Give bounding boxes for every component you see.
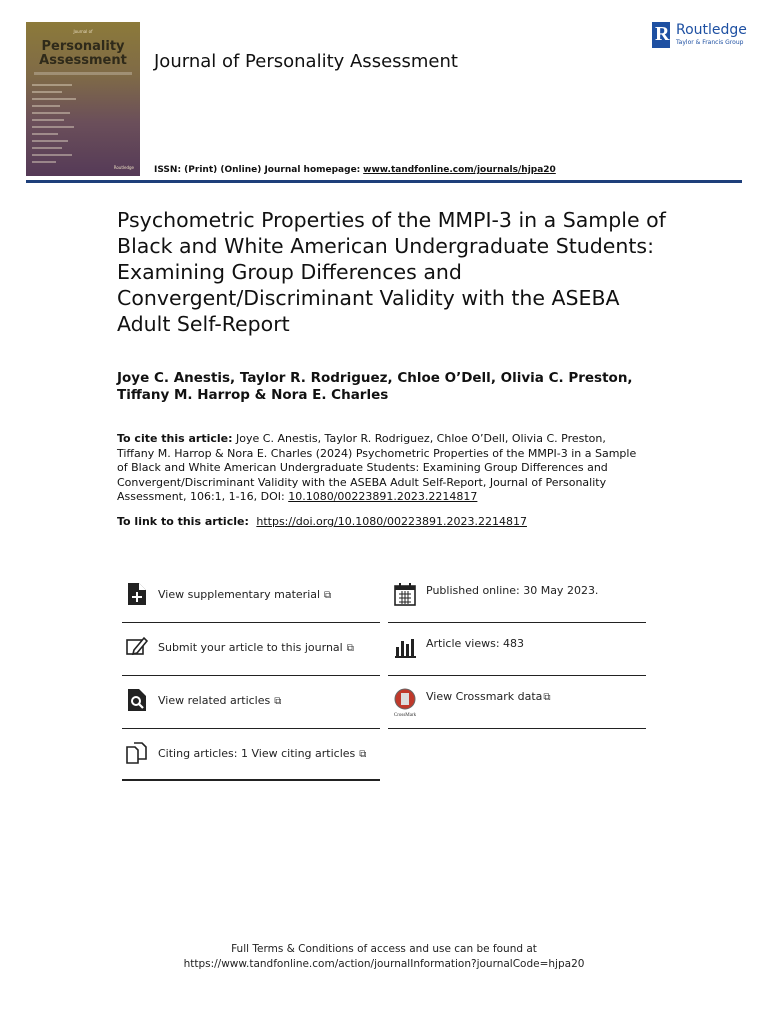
related-label: View related articles — [158, 694, 271, 707]
calendar-icon — [394, 582, 416, 606]
cover-publisher: Routledge — [113, 165, 134, 170]
divider — [122, 622, 380, 623]
external-link-icon: ⧉ — [346, 643, 354, 654]
footer-line1: Full Terms & Conditions of access and use can be found at — [231, 943, 537, 955]
header-divider — [26, 180, 742, 183]
citing-documents-icon — [126, 741, 148, 765]
cite-text: Joye C. Anestis, Taylor R. Rodriguez, Chloe O’Dell, Olivia C. Preston, Tiffany M. Harrop & Nora E. Charles (2024) Psychometric Properties of the MMPI-3 in a Sample of Black and White American Undergraduate Students: Examining Group Differences and Convergent/Discriminant Validity with the ASEBA Adult Self-Report, Journal of Personality Assessment, 106:1, 1-16, DOI: — [117, 432, 637, 503]
edit-pencil-icon — [126, 635, 148, 659]
article-title: Psychometric Properties of the MMPI-3 in a Sample of Black and White American Undergraduate Students: Examining Group Differences and Convergent/Discriminant Validity with the ASEBA Adult Self-Report — [117, 208, 666, 336]
cover-band — [34, 72, 132, 75]
external-link-icon: ⧉ — [359, 749, 367, 760]
external-link-icon: ⧉ — [274, 696, 282, 707]
divider — [122, 728, 380, 729]
published-online-info — [390, 574, 648, 626]
external-link-icon: ⧉ — [324, 590, 332, 601]
cite-doi-link[interactable]: 10.1080/00223891.2023.2214817 — [288, 490, 478, 503]
cover-small-title: Journal of — [73, 29, 93, 34]
submit-article-button[interactable] — [122, 627, 380, 679]
view-citing-articles-button[interactable] — [122, 733, 380, 785]
issn-label: ISSN: (Print) (Online) Journal homepage: — [154, 165, 361, 175]
divider — [388, 622, 646, 623]
issn-line — [154, 165, 556, 175]
link-label: To link to this article: — [117, 515, 249, 528]
journal-homepage-link[interactable]: www.tandfonline.com/journals/hjpa20 — [363, 165, 556, 175]
crossmark-icon — [394, 688, 416, 718]
routledge-r-icon: R — [652, 22, 670, 48]
divider — [388, 675, 646, 676]
citation-block — [117, 432, 645, 505]
view-crossmark-button[interactable] — [390, 680, 648, 732]
search-document-icon — [126, 688, 148, 712]
crossmark-label: View Crossmark data — [426, 690, 543, 703]
cover-contents-lines — [32, 84, 82, 168]
article-doi-link[interactable]: https://doi.org/10.1080/00223891.2023.2214817 — [256, 515, 527, 528]
published-label: Published online: 30 May 2023. — [426, 584, 599, 597]
divider — [388, 728, 646, 729]
view-supplementary-material-button[interactable] — [122, 574, 380, 626]
citing-label: Citing articles: 1 View citing articles — [158, 747, 356, 760]
article-link-block — [117, 515, 677, 528]
cover-title-line1: Personality — [41, 39, 125, 54]
publisher-group: Taylor & Francis Group — [676, 39, 744, 46]
submit-label: Submit your article to this journal — [158, 641, 343, 654]
external-link-icon: ⧉ — [543, 692, 551, 703]
cover-title-line2: Assessment — [39, 53, 127, 68]
divider — [122, 779, 380, 781]
svg-text:CrossMark: CrossMark — [394, 713, 416, 718]
article-views-info — [390, 627, 648, 679]
view-related-articles-button[interactable] — [122, 680, 380, 732]
supplementary-file-icon — [126, 582, 148, 606]
views-label: Article views: 483 — [426, 637, 525, 650]
footer-terms-link[interactable]: https://www.tandfonline.com/action/journalInformation?journalCode=hjpa20 — [183, 958, 585, 970]
article-authors: Joye C. Anestis, Taylor R. Rodriguez, Chloe O’Dell, Olivia C. Preston, Tiffany M. Harrop & Nora E. Charles — [117, 370, 633, 403]
cite-label: To cite this article: — [117, 432, 233, 445]
bar-chart-icon — [394, 635, 416, 659]
journal-cover-image — [26, 22, 140, 176]
footer-terms — [0, 942, 768, 972]
supplementary-label: View supplementary material — [158, 588, 321, 601]
divider — [122, 675, 380, 676]
journal-title: Journal of Personality Assessment — [154, 51, 458, 72]
publisher-name: Routledge — [676, 22, 747, 38]
